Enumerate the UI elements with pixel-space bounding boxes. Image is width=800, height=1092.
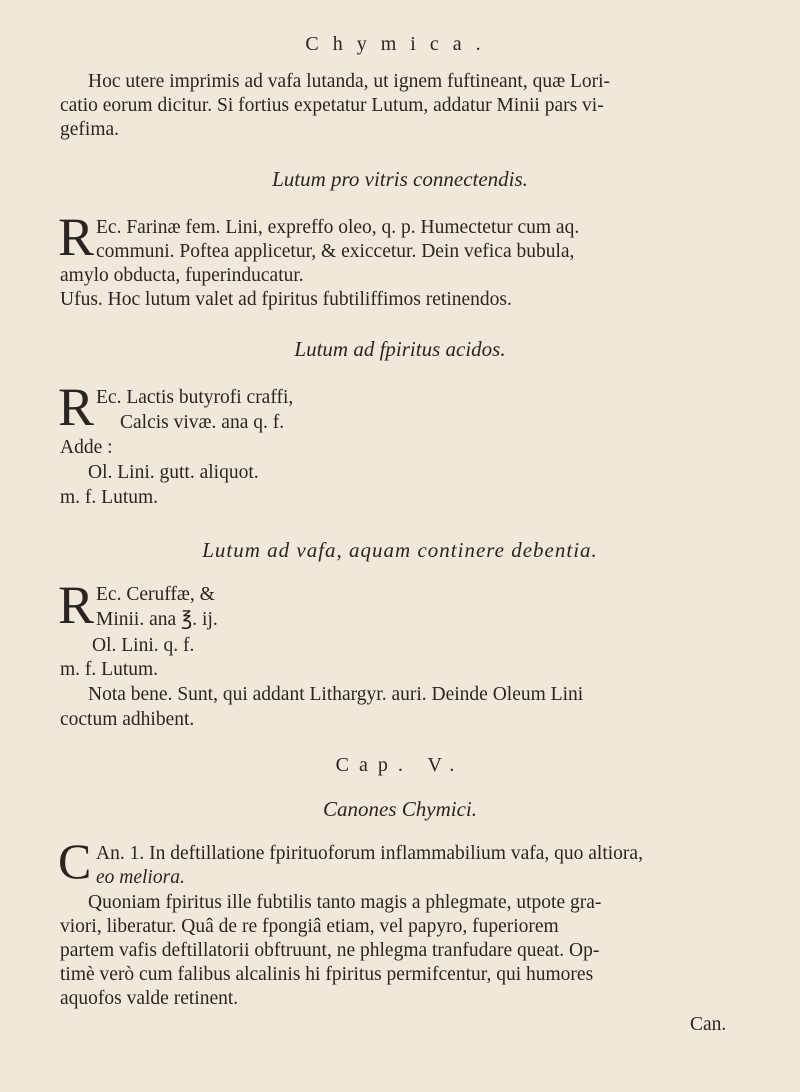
recipe-line: Nota bene. Sunt, qui addant Lithargyr. auri. Deinde Oleum Lini (88, 684, 584, 705)
canon-line: Quoniam fpiritus ille fubtilis tanto magis a phlegmate, utpote gra- (88, 892, 602, 913)
recipe-line: Ec. Ceruffæ, & (96, 584, 215, 605)
canon-line: aquofos valde retinent. (60, 988, 239, 1009)
recipe-line: Minii. ana ℥. ij. (96, 609, 218, 630)
recipe-line: Adde : (60, 437, 113, 458)
section-heading: Canones Chymici. (323, 797, 477, 821)
canon-line: timè verò cum falibus alcalinis hi fpiritus permifcentur, qui humores (60, 964, 594, 985)
paragraph-line: gefima. (60, 119, 120, 140)
recipe-line: amylo obducta, fuperinducatur. (60, 265, 304, 286)
catchword: Can. (690, 1014, 727, 1035)
section-heading: Lutum ad vafa, aquam continere debentia. (202, 538, 598, 562)
recipe-line: Ol. Lini. gutt. aliquot. (88, 462, 259, 483)
recipe-line: Ec. Lactis butyrofi craffi, (96, 387, 294, 408)
canon-line: partem vafis deftillatorii obftruunt, ne phlegma tranfudare queat. Op- (60, 940, 600, 961)
recipe-line: m. f. Lutum. (60, 659, 159, 680)
canon-line: viori, liberatur. Quâ de re fpongiâ etiam, vel papyro, fuperiorem (60, 916, 559, 937)
running-header: Chymica. (305, 33, 495, 55)
drop-capital: R (58, 377, 95, 437)
recipe-line: m. f. Lutum. (60, 487, 159, 508)
recipe-line: Ufus. Hoc lutum valet ad fpiritus fubtiliffimos retinendos. (60, 289, 512, 310)
recipe-line: Ol. Lini. q. f. (92, 635, 195, 656)
recipe-line: Calcis vivæ. ana q. f. (120, 412, 285, 433)
drop-capital: C (58, 833, 92, 889)
section-heading: Lutum pro vitris connectendis. (272, 167, 528, 191)
section-heading: Lutum ad fpiritus acidos. (294, 337, 506, 361)
canon-line: eo meliora. (96, 867, 185, 888)
recipe-line: communi. Poftea applicetur, & exiccetur. Dein vefica bubula, (96, 241, 575, 262)
drop-capital: R (58, 575, 95, 635)
drop-capital: R (58, 207, 95, 267)
paragraph-line: Hoc utere imprimis ad vafa lutanda, ut ignem fuftineant, quæ Lori- (88, 71, 611, 92)
recipe-line: Ec. Farinæ fem. Lini, expreffo oleo, q. p. Humectetur cum aq. (96, 217, 580, 238)
recipe-line: coctum adhibent. (60, 709, 195, 730)
canon-line: An. 1. In deftillatione fpirituoforum inflammabilium vafa, quo altiora, (96, 843, 643, 864)
chapter-heading: Cap. V. (335, 754, 465, 776)
paragraph-line: catio eorum dicitur. Si fortius expetatur Lutum, addatur Minii pars vi- (60, 95, 604, 116)
